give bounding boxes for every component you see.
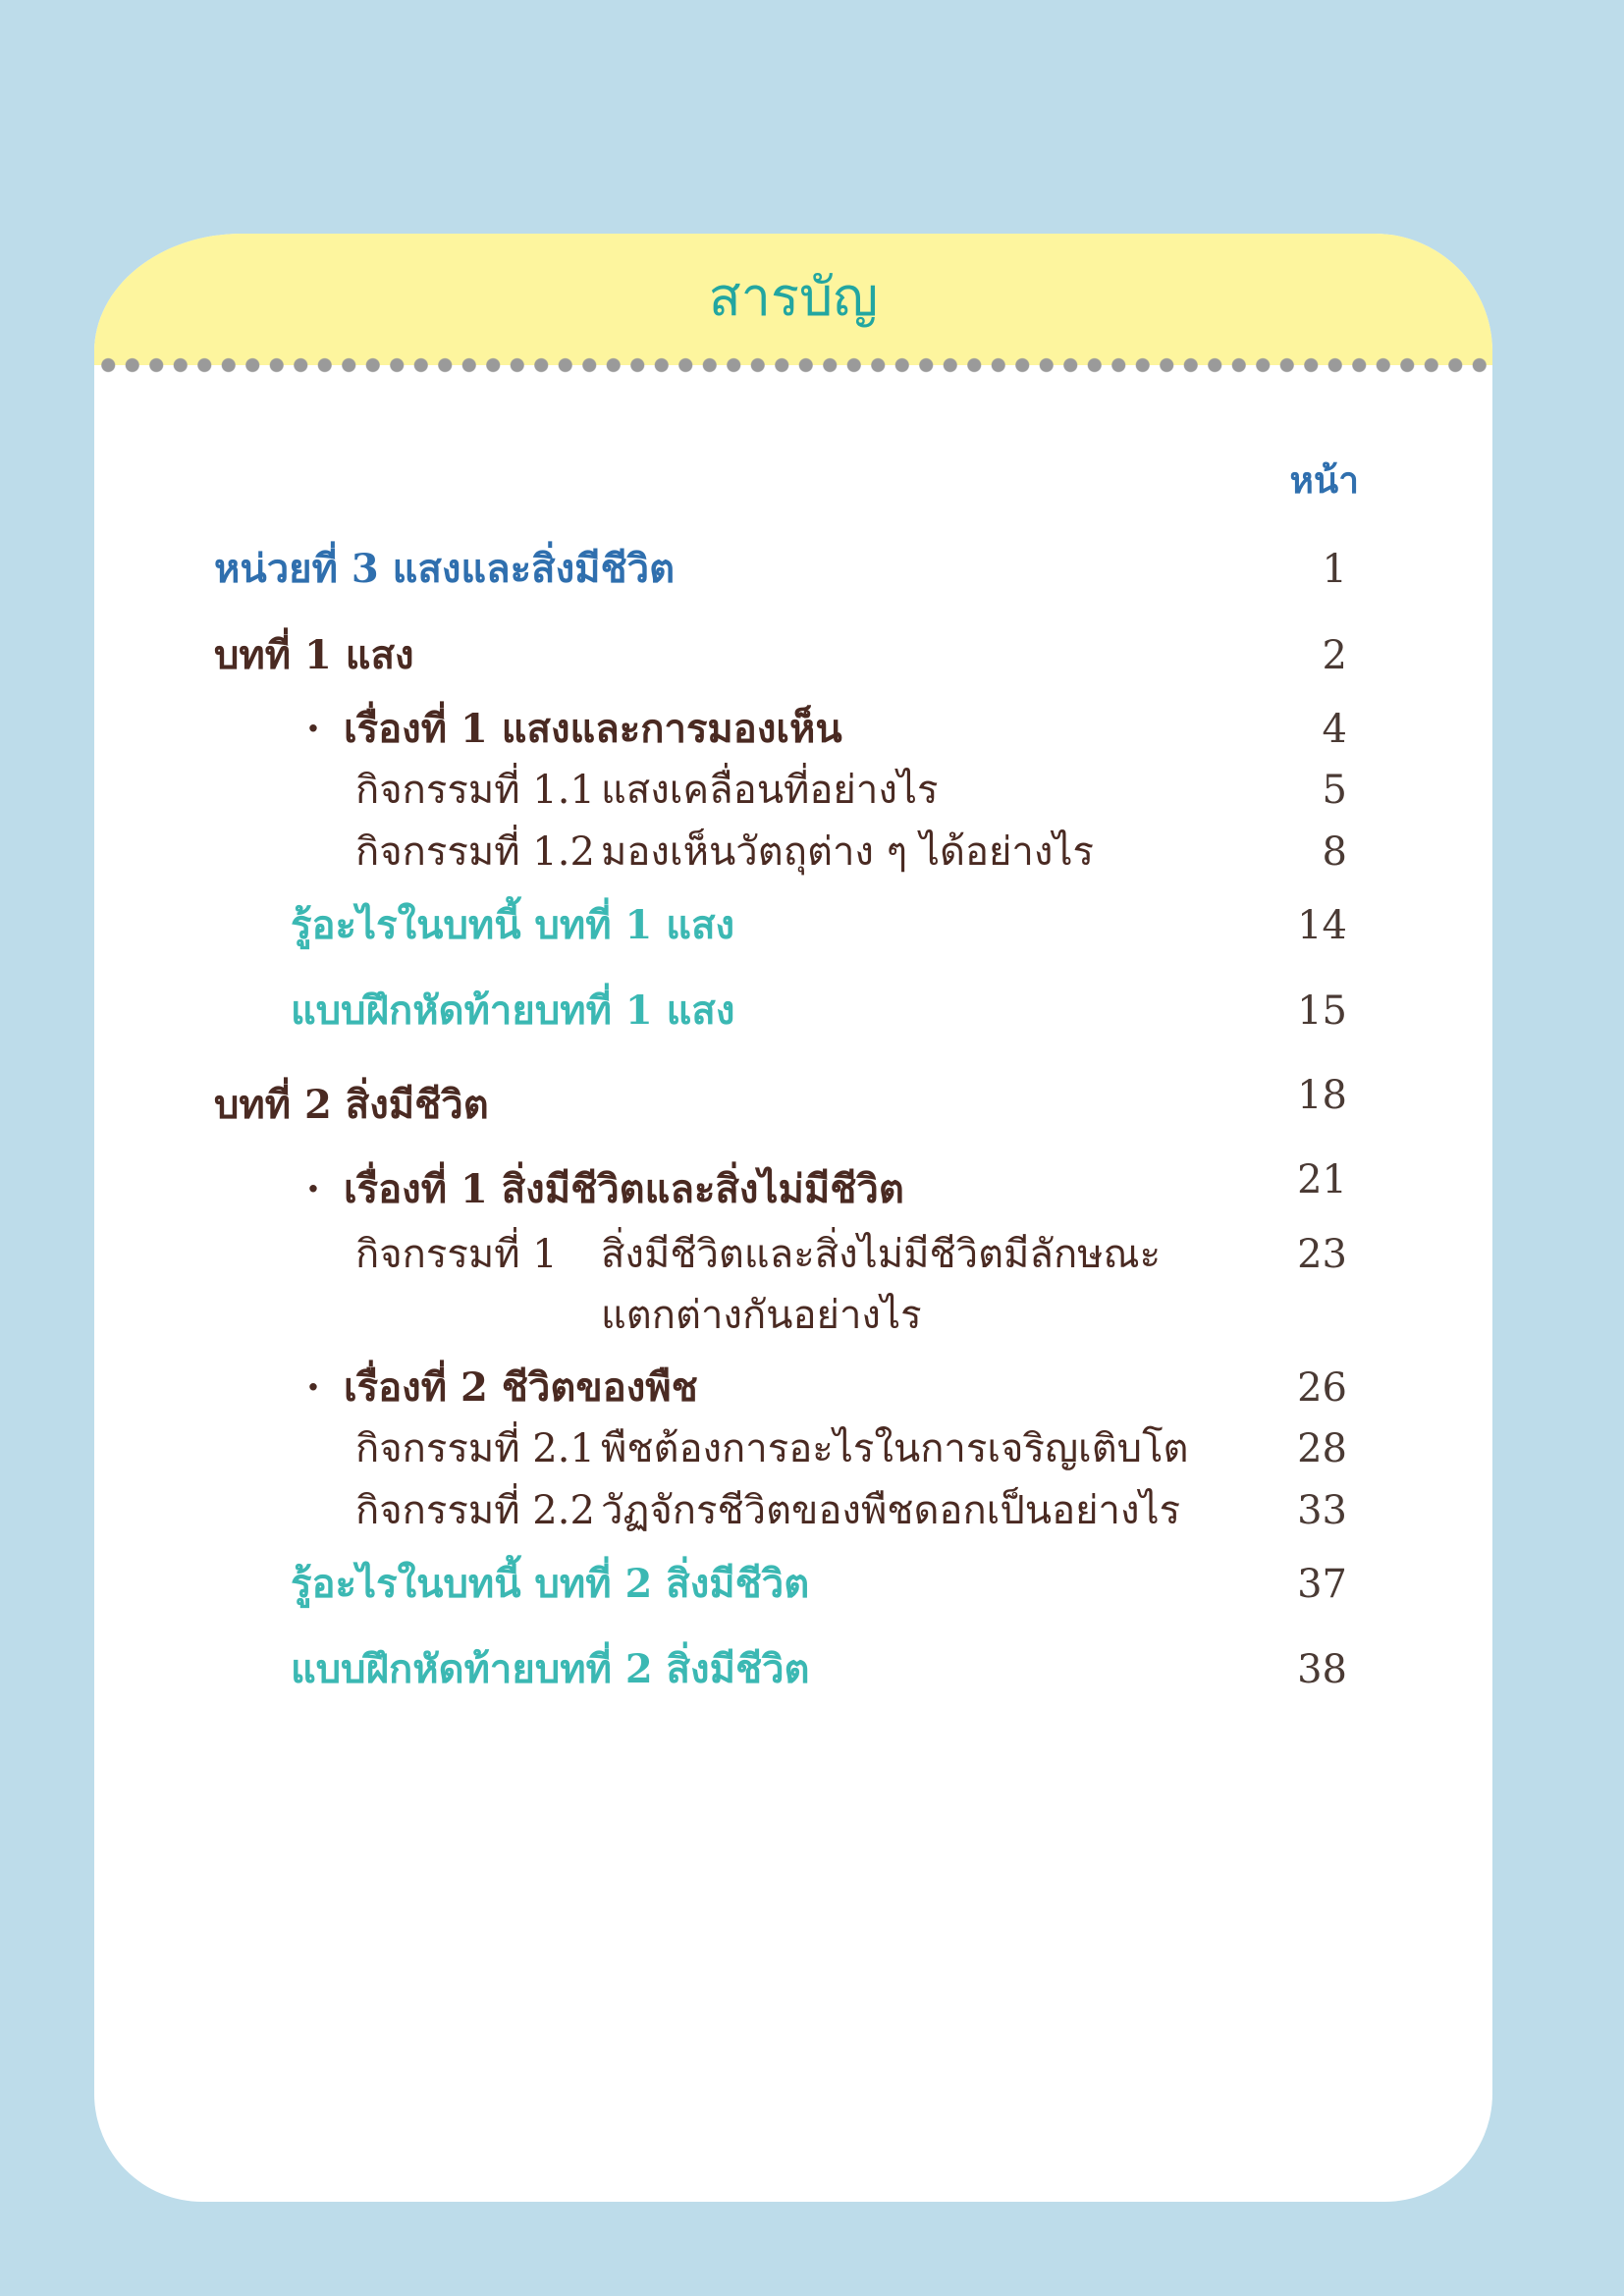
chapter-1-page: 2 <box>1322 633 1347 678</box>
topic-label: เรื่องที่ 2 ชีวิตของพืช <box>344 1364 698 1411</box>
toc-unit-row[interactable] <box>94 540 1492 599</box>
chapter-2-page: 18 <box>1297 1073 1347 1118</box>
unit-page: 1 <box>1322 547 1347 592</box>
toc-card <box>94 234 1492 2202</box>
topic-page: 26 <box>1297 1365 1347 1411</box>
exercise-label: แบบฝึกหัดท้ายบทที่ 2 สิ่งมีชีวิต <box>291 1646 810 1692</box>
topic-page: 4 <box>1322 707 1347 752</box>
activity-title: แสงเคลื่อนที่อย่างไร <box>601 768 939 813</box>
summary-label: รู้อะไรในบทนี้ บทที่ 1 แสง <box>291 902 735 948</box>
topic-label: เรื่องที่ 1 สิ่งมีชีวิตและสิ่งไม่มีชีวิต <box>344 1166 904 1212</box>
activity-page: 28 <box>1297 1426 1347 1471</box>
activity-label: กิจกรรมที่ 1.2 <box>355 829 595 875</box>
topic-label: เรื่องที่ 1 แสงและการมองเห็น <box>344 706 842 752</box>
activity-title: มองเห็นวัตถุต่าง ๆ ได้อย่างไร <box>601 829 1094 875</box>
toc-activity-row[interactable] <box>94 1419 1492 1478</box>
page-column-heading: หน้า <box>1289 459 1359 502</box>
summary-label: รู้อะไรในบทนี้ บทที่ 2 สิ่งมีชีวิต <box>291 1561 810 1607</box>
toc-topic-row[interactable] <box>94 1359 1492 1417</box>
activity-page: 8 <box>1322 829 1347 875</box>
activity-page: 33 <box>1297 1488 1347 1533</box>
toc-activity-row[interactable] <box>94 761 1492 820</box>
activity-label: กิจกรรมที่ 1.1 <box>355 768 595 813</box>
chapter-2-label: บทที่ 2 สิ่งมีชีวิต <box>214 1082 489 1128</box>
exercise-page: 15 <box>1297 988 1347 1034</box>
page-title: สารบัญ <box>708 266 879 328</box>
bullet-icon: · <box>306 1364 320 1411</box>
activity-title: สิ่งมีชีวิตและสิ่งไม่มีชีวิตมีลักษณะ <box>601 1232 1162 1277</box>
chapter-1-label: บทที่ 1 แสง <box>214 632 414 678</box>
toc-topic-row[interactable] <box>94 700 1492 759</box>
unit-label: หน่วยที่ 3 แสงและสิ่งมีชีวิต <box>214 546 676 592</box>
summary-page: 14 <box>1297 903 1347 948</box>
toc-activity-row[interactable] <box>94 1225 1492 1343</box>
toc-activity-row[interactable] <box>94 1481 1492 1540</box>
toc-exercise-row[interactable] <box>94 982 1492 1041</box>
toc-chapter-2-row[interactable] <box>94 1066 1492 1128</box>
activity-title-continued: แตกต่างกันอย่างไร <box>601 1293 922 1338</box>
toc-chapter-1-row[interactable] <box>94 626 1492 685</box>
summary-page: 37 <box>1297 1562 1347 1607</box>
activity-label: กิจกรรมที่ 2.1 <box>355 1426 595 1471</box>
activity-page: 23 <box>1297 1232 1347 1277</box>
exercise-label: แบบฝึกหัดท้ายบทที่ 1 แสง <box>291 988 735 1034</box>
exercise-page: 38 <box>1297 1647 1347 1692</box>
activity-page: 5 <box>1322 768 1347 813</box>
bullet-icon: · <box>306 706 320 752</box>
bullet-icon: · <box>306 1166 320 1212</box>
activity-label: กิจกรรมที่ 1 <box>355 1232 558 1277</box>
toc-exercise-row[interactable] <box>94 1640 1492 1699</box>
toc-topic-row[interactable] <box>94 1150 1492 1212</box>
toc-summary-row[interactable] <box>94 1555 1492 1614</box>
dotted-divider <box>94 353 1492 377</box>
activity-title: พืชต้องการอะไรในการเจริญเติบโต <box>601 1426 1189 1471</box>
topic-page: 21 <box>1297 1157 1347 1202</box>
activity-title: วัฏจักรชีวิตของพืชดอกเป็นอย่างไร <box>601 1488 1181 1533</box>
activity-label: กิจกรรมที่ 2.2 <box>355 1488 595 1533</box>
toc-activity-row[interactable] <box>94 823 1492 881</box>
toc-summary-row[interactable] <box>94 896 1492 955</box>
